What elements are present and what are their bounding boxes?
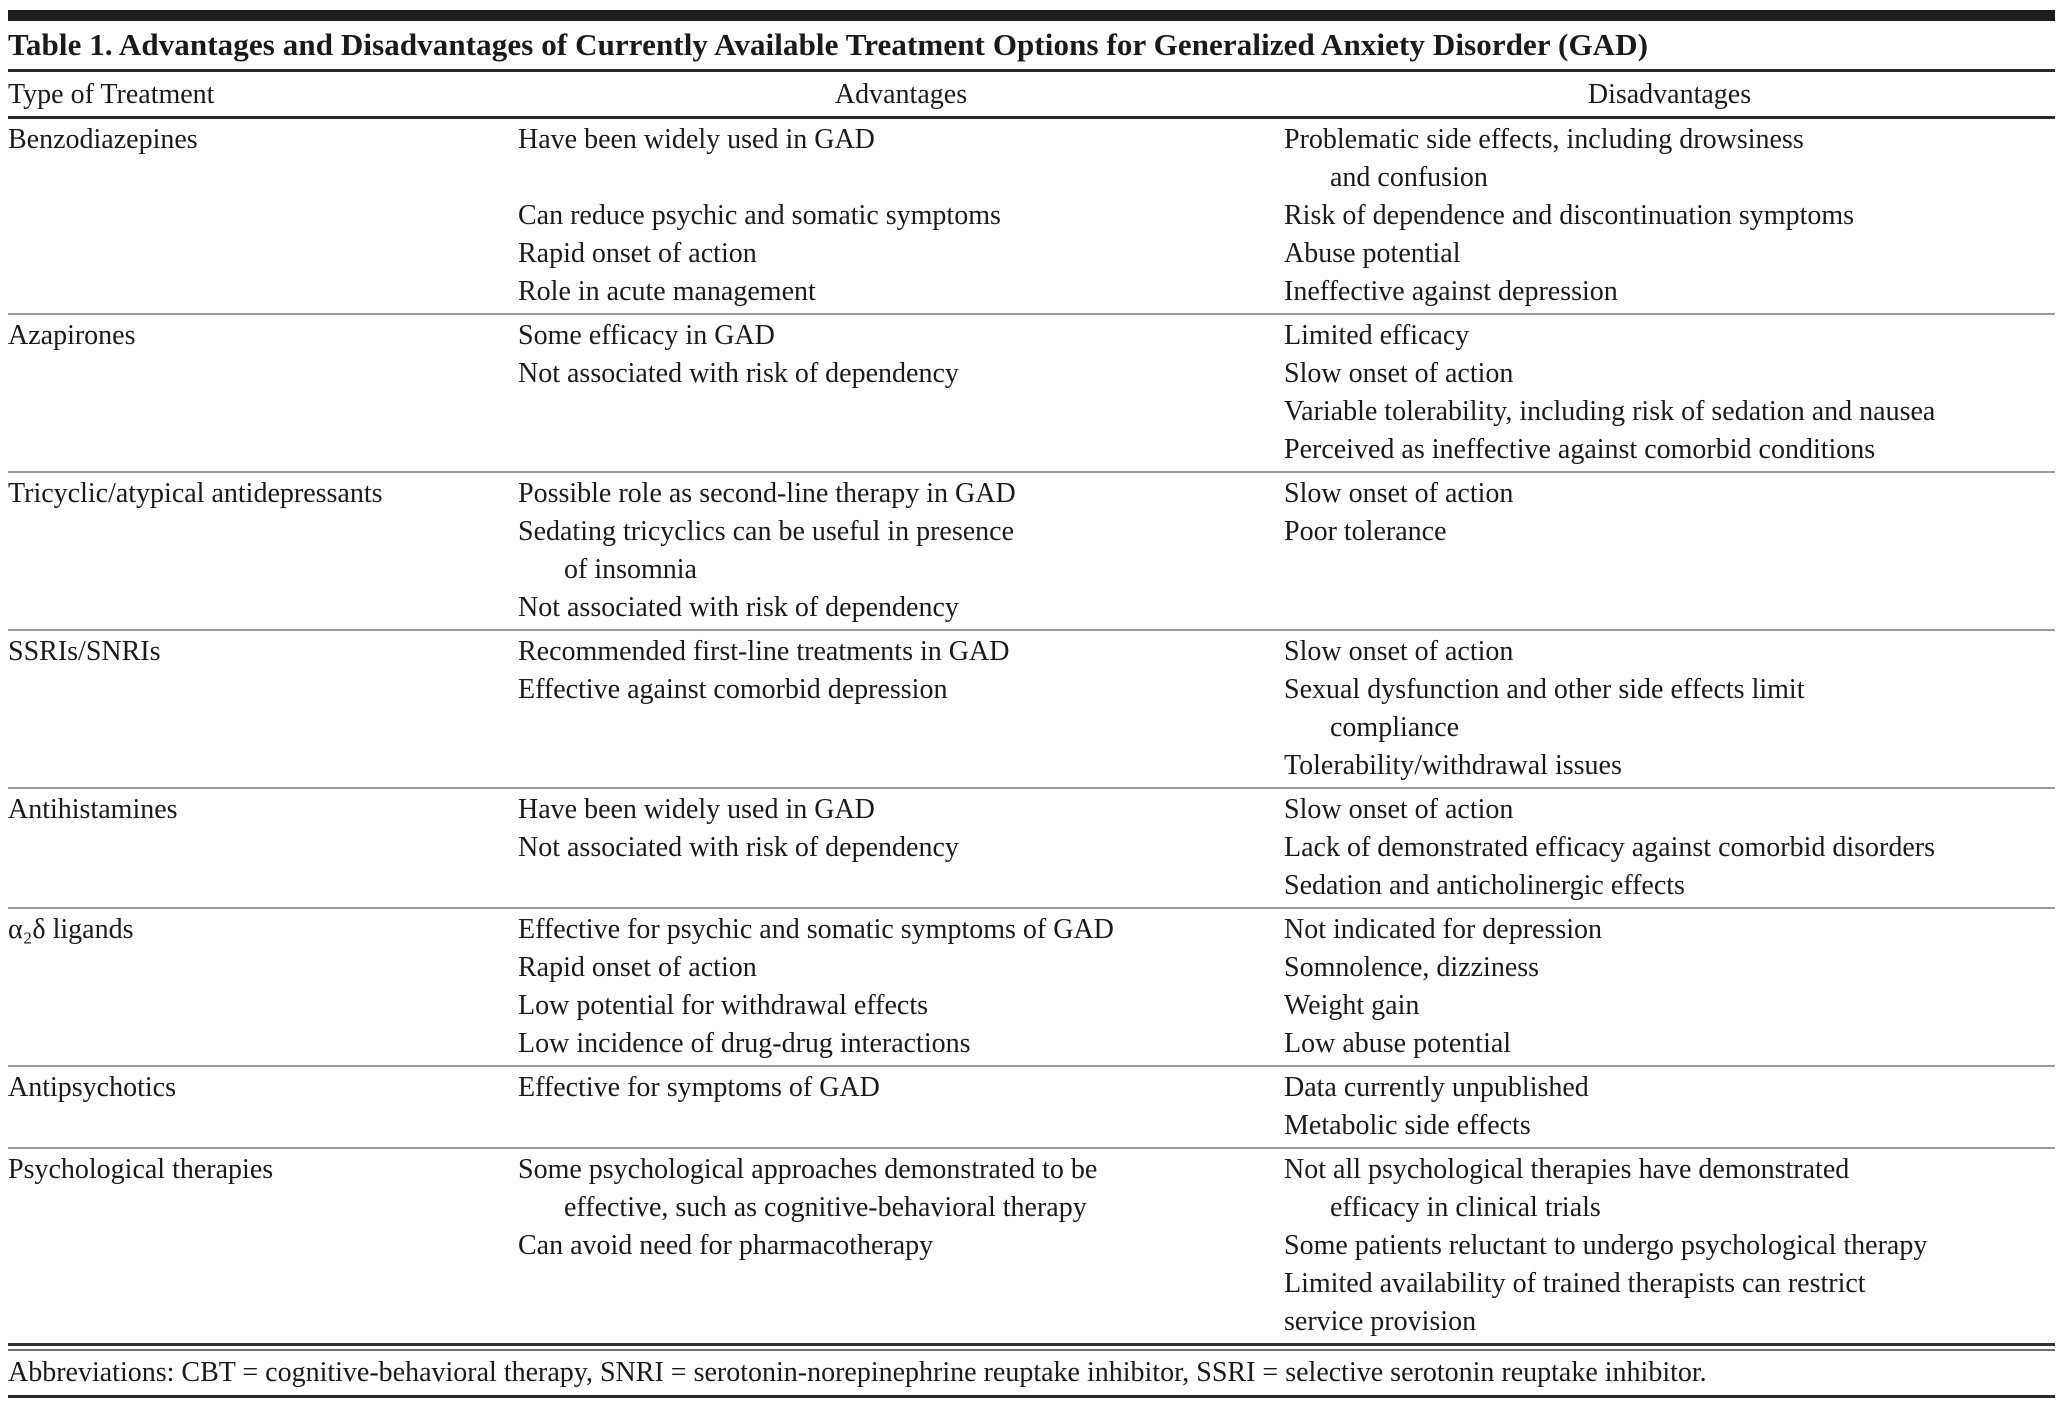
table-row: [8, 471, 2055, 629]
table-row: [8, 907, 2055, 1065]
cell-line: Not all psychological therapies have demonstrated: [1284, 1154, 1850, 1185]
disadvantages-cell: [1284, 1151, 2055, 1341]
cell-line: Slow onset of action: [1284, 794, 1514, 825]
cell-line: and confusion: [1330, 162, 1488, 193]
cell-line: Metabolic side effects: [1284, 1110, 1531, 1141]
disadvantages-cell: [1284, 791, 2055, 905]
cell-line: Effective against comorbid depression: [518, 674, 948, 705]
cell-line: Limited availability of trained therapists can restrict: [1284, 1268, 1866, 1299]
disadvantages-cell: [1284, 911, 2055, 1063]
table-body: [8, 119, 2055, 1343]
cell-line: Poor tolerance: [1284, 516, 1447, 547]
cell-line: Somnolence, dizziness: [1284, 952, 1540, 983]
table-row: [8, 313, 2055, 471]
advantages-cell: [518, 791, 1284, 905]
table-row: [8, 1147, 2055, 1343]
table-title: Table 1. Advantages and Disadvantages of Currently Available Treatment Options for Generalized Anxiety Disorder (GAD): [8, 21, 2055, 72]
footnote-top-rule: [8, 1343, 2055, 1351]
cell-line: Rapid onset of action: [518, 238, 757, 269]
cell-line: Can avoid need for pharmacotherapy: [518, 1230, 934, 1261]
treatment-name: α₂δ ligands: [8, 914, 134, 945]
advantages-cell: [518, 911, 1284, 1063]
cell-line: Variable tolerability, including risk of sedation and nausea: [1284, 396, 1936, 427]
cell-line: Perceived as ineffective against comorbid conditions: [1284, 434, 1876, 465]
cell-line: Problematic side effects, including drowsiness: [1284, 124, 1804, 155]
cell-line: service provision: [1284, 1306, 1477, 1337]
advantages-cell: [518, 633, 1284, 785]
cell-line: Some psychological approaches demonstrated to be: [518, 1154, 1098, 1185]
cell-line: Not associated with risk of dependency: [518, 592, 959, 623]
column-header-disadvantages: Disadvantages: [1587, 79, 1752, 110]
cell-line: Low potential for withdrawal effects: [518, 990, 929, 1021]
table-top-rule: [8, 10, 2055, 21]
advantages-cell: [518, 317, 1284, 469]
cell-line: Effective for psychic and somatic symptoms of GAD: [518, 914, 1114, 945]
cell-line: [518, 159, 1284, 197]
treatment-name: Benzodiazepines: [8, 124, 198, 155]
cell-line: Risk of dependence and discontinuation symptoms: [1284, 200, 1855, 231]
cell-line: Data currently unpublished: [1284, 1072, 1589, 1103]
cell-line: Slow onset of action: [1284, 358, 1514, 389]
table-row: [8, 119, 2055, 313]
treatment-name: Antihistamines: [8, 794, 178, 825]
advantages-cell: [518, 1151, 1284, 1341]
treatment-name: Tricyclic/atypical antidepressants: [8, 478, 383, 509]
cell-line: Sedation and anticholinergic effects: [1284, 870, 1685, 901]
cell-line: Lack of demonstrated efficacy against comorbid disorders: [1284, 832, 1936, 863]
cell-line: of insomnia: [564, 554, 697, 585]
cell-line: compliance: [1330, 712, 1460, 743]
column-header-type-of-treatment: Type of Treatment: [8, 79, 215, 110]
advantages-cell: [518, 121, 1284, 311]
cell-line: Recommended first-line treatments in GAD: [518, 636, 1010, 667]
advantages-cell: [518, 475, 1284, 627]
cell-line: Role in acute management: [518, 276, 816, 307]
cell-line: Can reduce psychic and somatic symptoms: [518, 200, 1001, 231]
advantages-cell: [518, 1069, 1284, 1145]
cell-line: Not associated with risk of dependency: [518, 832, 959, 863]
disadvantages-cell: [1284, 317, 2055, 469]
cell-line: Possible role as second-line therapy in GAD: [518, 478, 1016, 509]
cell-line: Tolerability/withdrawal issues: [1284, 750, 1622, 781]
disadvantages-cell: [1284, 475, 2055, 627]
cell-line: Ineffective against depression: [1284, 276, 1618, 307]
cell-line: Some efficacy in GAD: [518, 320, 775, 351]
table-row: [8, 787, 2055, 907]
cell-line: Some patients reluctant to undergo psychological therapy: [1284, 1230, 1928, 1261]
cell-line: Limited efficacy: [1284, 320, 1470, 351]
cell-line: Not indicated for depression: [1284, 914, 1603, 945]
treatment-name: SSRIs/SNRIs: [8, 636, 161, 667]
cell-line: Abuse potential: [1284, 238, 1461, 269]
cell-line: Have been widely used in GAD: [518, 124, 875, 155]
disadvantages-cell: [1284, 633, 2055, 785]
treatment-name: Psychological therapies: [8, 1154, 274, 1185]
cell-line: Sexual dysfunction and other side effects limit: [1284, 674, 1805, 705]
cell-line: Have been widely used in GAD: [518, 794, 875, 825]
disadvantages-cell: [1284, 1069, 2055, 1145]
table-footnote: Abbreviations: CBT = cognitive-behavioral therapy, SNRI = serotonin-norepinephrine reuptake inhibitor, SSRI = selective serotonin reuptake inhibitor.: [8, 1351, 2055, 1398]
cell-line: efficacy in clinical trials: [1330, 1192, 1601, 1223]
treatment-name: Antipsychotics: [8, 1072, 176, 1103]
cell-line: Not associated with risk of dependency: [518, 358, 959, 389]
table-row: [8, 629, 2055, 787]
cell-line: Slow onset of action: [1284, 478, 1514, 509]
cell-line: Rapid onset of action: [518, 952, 757, 983]
column-header-advantages: Advantages: [834, 79, 968, 110]
table-row: [8, 1065, 2055, 1147]
cell-line: effective, such as cognitive-behavioral therapy: [564, 1192, 1087, 1223]
cell-line: Effective for symptoms of GAD: [518, 1072, 880, 1103]
cell-line: Sedating tricyclics can be useful in presence: [518, 516, 1015, 547]
cell-line: Low abuse potential: [1284, 1028, 1512, 1059]
cell-line: Weight gain: [1284, 990, 1420, 1021]
cell-line: Slow onset of action: [1284, 636, 1514, 667]
treatment-name: Azapirones: [8, 320, 136, 351]
table-header-row: [8, 72, 2055, 119]
cell-line: Low incidence of drug-drug interactions: [518, 1028, 971, 1059]
disadvantages-cell: [1284, 121, 2055, 311]
